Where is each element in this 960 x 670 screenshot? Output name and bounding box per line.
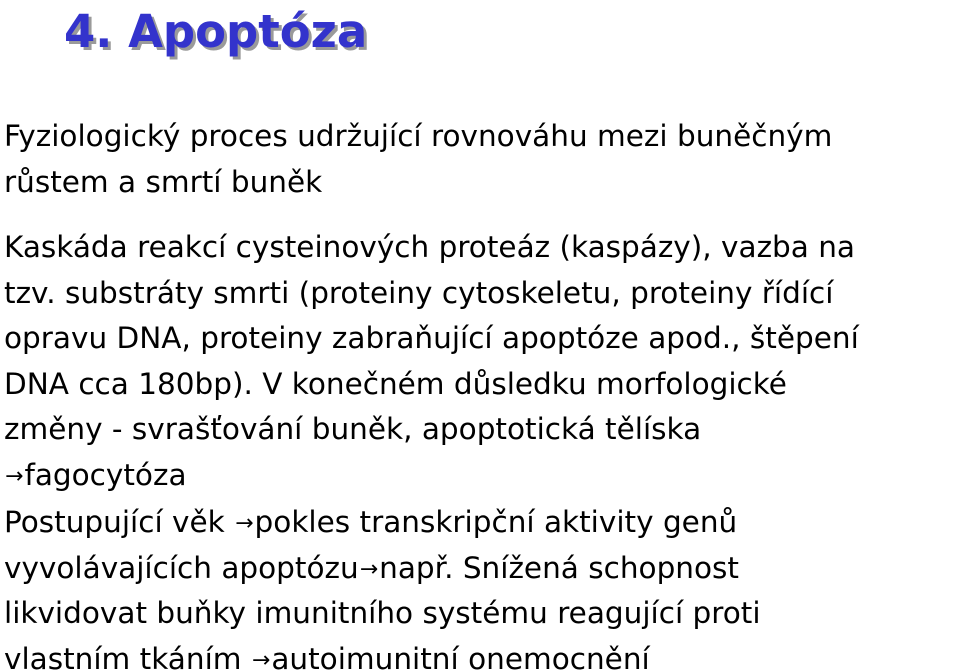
text-line: [4, 637, 956, 670]
slide-title: 4. Apoptóza: [64, 5, 368, 58]
text-line: růstem a smrtí buněk: [4, 164, 323, 199]
text-line: DNA cca 180bp). V konečném důsledku morfologické: [4, 366, 787, 401]
text-line: Fyziologický proces udržující rovnováhu mezi buněčným: [4, 119, 833, 153]
text-line: opravu DNA, proteiny zabraňující apoptóze apod., štěpení: [4, 321, 859, 355]
text-line: [4, 453, 956, 499]
text-line: změny - svrašťování buněk, apoptotická tělíska: [4, 412, 702, 446]
right-arrow-icon: →: [5, 463, 24, 489]
paragraph-aging: [4, 500, 956, 670]
right-arrow-icon: →: [235, 511, 254, 536]
paragraph-caspase-cascade: [4, 225, 956, 498]
text-fragment: autoimunitní onemocnění: [271, 641, 650, 670]
text-fragment: např. Snížená schopnost: [379, 550, 739, 585]
text-line: [4, 546, 956, 592]
text-fragment: vyvolávajících apoptózu: [4, 550, 359, 585]
text-line: [4, 500, 956, 546]
text-fragment: vlastním tkáním: [4, 641, 251, 670]
text-fragment: pokles transkripční aktivity genů: [254, 505, 738, 539]
text-fragment: Postupující věk: [4, 505, 235, 539]
right-arrow-icon: →: [359, 556, 379, 582]
right-arrow-icon: →: [251, 647, 271, 670]
paragraph-physiological-process: [4, 114, 956, 205]
text-line: tzv. substráty smrti (proteiny cytoskeletu, proteiny řídící: [4, 275, 834, 310]
text-line: Kaskáda reakcí cysteinových proteáz (kaspázy), vazba na: [4, 230, 856, 264]
text-line: likvidovat buňky imunitního systému reagující proti: [4, 596, 761, 630]
text-fragment: fagocytóza: [24, 457, 187, 492]
